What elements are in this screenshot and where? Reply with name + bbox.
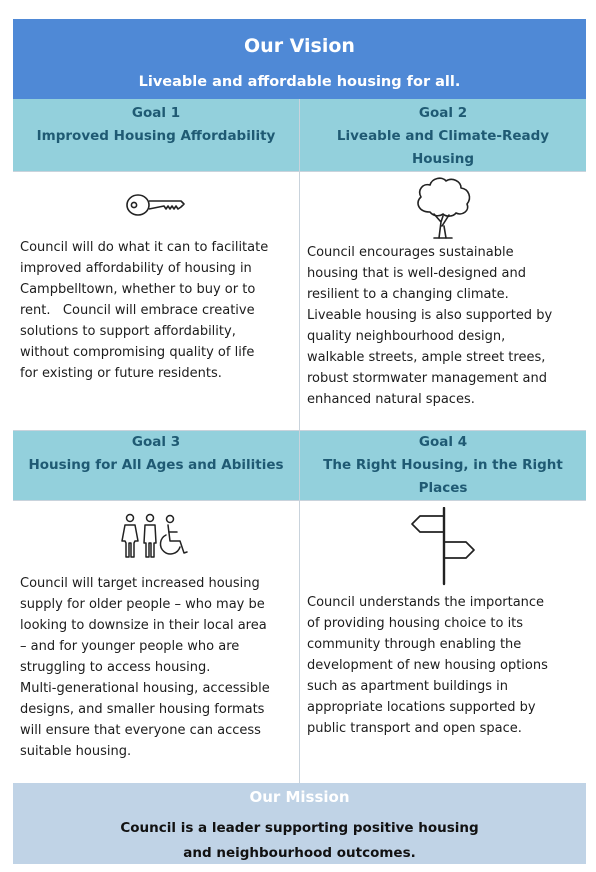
people-accessibility-icon: [120, 513, 194, 559]
goal-2-header: [300, 99, 586, 171]
mission-banner: [13, 783, 586, 864]
goal-1-header: [13, 99, 299, 171]
goal-4-number: Goal 4: [418, 434, 468, 450]
goal-1-body: [13, 171, 299, 430]
vision-title: Our Vision: [244, 35, 355, 57]
goal-4-title-line-1: The Right Housing, in the Right: [323, 457, 563, 473]
goal-1-title: Improved Housing Affordability: [36, 128, 276, 144]
goal-2-description: Council encourages sustainable housing that is well-designed and resilient to a changing climate. Liveable housing is also supported by quality neighbourhood design, walkable streets, ample street trees, robust stormwater management and enhanced natural spaces.: [307, 245, 553, 407]
row-divider: [13, 171, 586, 172]
vision-banner: [13, 19, 586, 99]
goal-3-body: [13, 500, 299, 783]
goal-3-header: [13, 430, 299, 500]
row-divider: [13, 430, 586, 431]
goal-4-title-line-2: Places: [418, 480, 468, 496]
goal-3-title: Housing for All Ages and Abilities: [28, 457, 284, 473]
vision-subtitle: Liveable and affordable housing for all.: [138, 74, 461, 90]
mission-title: Our Mission: [249, 788, 350, 806]
goal-1-description: Council will do what it can to facilitate improved affordability of housing in Campbelltown, whether to buy or to rent. Council will embrace creative solutions to support affordability, without compromising quality of life for existing or future residents.: [20, 240, 269, 381]
goal-4-header: [300, 430, 586, 500]
goal-4-description: Council understands the importance of providing housing choice to its community through enabling the development of new housing options such as apartment buildings in appropriate locations supported by public transport and open space.: [307, 595, 548, 736]
key-icon: [125, 189, 187, 221]
tree-icon: [412, 176, 474, 240]
goal-4-body: [300, 500, 586, 783]
row-divider: [13, 500, 586, 501]
signpost-icon: [408, 507, 478, 587]
goal-2-title-line-2: Housing: [411, 151, 475, 167]
goal-2-body: [300, 171, 586, 430]
mission-statement: Council is a leader supporting positive housing and neighbourhood outcomes.: [120, 820, 479, 861]
goal-3-number: Goal 3: [131, 434, 181, 450]
goal-2-title-line-1: Liveable and Climate-Ready: [336, 128, 550, 144]
goal-1-number: Goal 1: [131, 105, 181, 121]
column-divider: [299, 99, 300, 783]
goal-3-description: Council will target increased housing supply for older people – who may be looking to downsize in their local area – and for younger people who are struggling to access housing. Multi-generational housing, accessible designs, and smaller housing formats will ensure that everyone can access suitable housing.: [20, 576, 270, 759]
goal-2-number: Goal 2: [418, 105, 468, 121]
